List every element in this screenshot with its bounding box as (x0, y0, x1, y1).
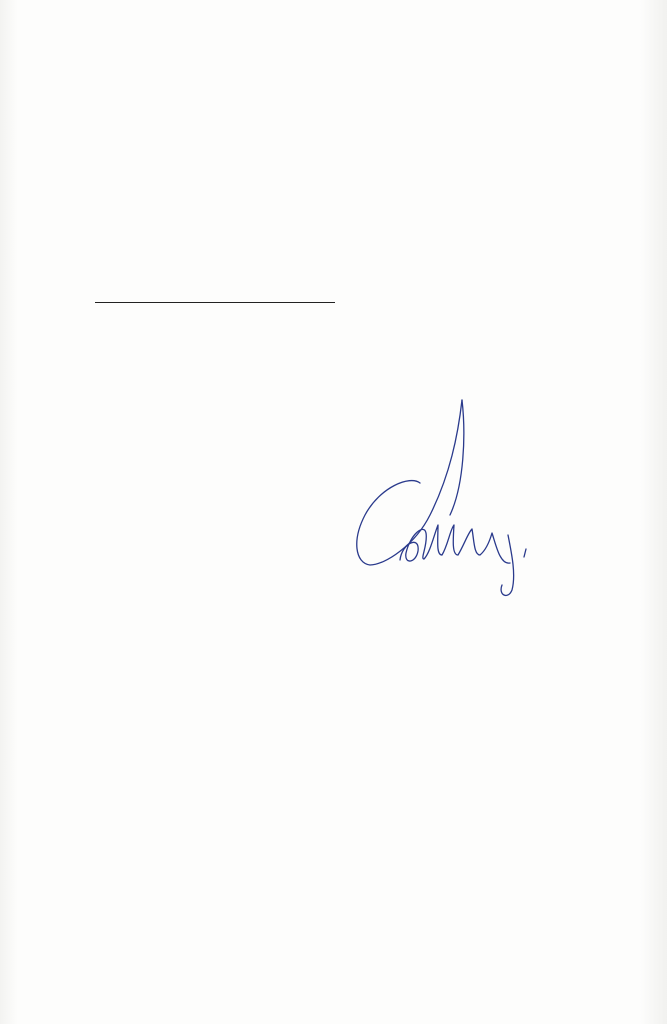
signature-strokes (344, 400, 530, 605)
signature-cursive (400, 525, 510, 563)
signature-stem (450, 400, 464, 515)
signature-flourish (357, 400, 462, 565)
sd-line (95, 286, 335, 303)
signature-dot (524, 549, 526, 557)
handwritten-signature (340, 395, 570, 655)
signature-tail (501, 535, 514, 595)
